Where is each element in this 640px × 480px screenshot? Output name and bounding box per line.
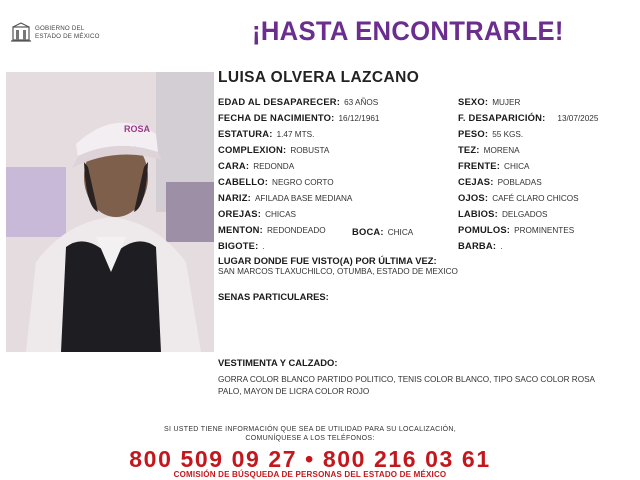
last-seen-value: SAN MARCOS TLAXUCHILCO, OTUMBA, ESTADO DE MEXICO [218, 267, 458, 276]
field-cabello [218, 176, 334, 188]
field-value: 1.47 MTS. [276, 130, 315, 139]
field-value: . [262, 242, 265, 251]
field-peso [458, 128, 523, 140]
field-value: 16/12/1961 [338, 114, 380, 123]
field-label: FECHA DE NACIMIENTO: [218, 112, 335, 123]
field-label: BOCA: [352, 226, 384, 237]
field-value: 55 KGS. [492, 130, 524, 139]
field-label: BARBA: [458, 240, 497, 251]
clothing-label: VESTIMENTA Y CALZADO: [218, 357, 338, 368]
missing-person-photo [6, 72, 214, 352]
field-label: LABIOS: [458, 208, 498, 219]
field-value: NEGRO CORTO [272, 178, 334, 187]
phone-number-1: 800 509 09 27 [129, 446, 298, 472]
field-label: TEZ: [458, 144, 480, 155]
field-ojos [458, 192, 579, 204]
field-value: CHICA [504, 162, 530, 171]
field-value: 13/07/2025 [557, 114, 599, 123]
field-value: REDONDEADO [266, 226, 326, 235]
field-label: F. DESAPARICIÓN: [458, 112, 546, 123]
field-label: BIGOTE: [218, 240, 259, 251]
phone-numbers [0, 446, 620, 473]
field-label: COMPLEXION: [218, 144, 287, 155]
field-boca [352, 226, 413, 238]
field-cara [218, 160, 294, 172]
field-frente [458, 160, 530, 172]
state-emblem-icon [10, 22, 32, 44]
field-label: ESTATURA: [218, 128, 273, 139]
field-label: CARA: [218, 160, 250, 171]
footer-note-line-1: SI USTED TIENE INFORMACIÓN QUE SEA DE UTILIDAD PARA SU LOCALIZACIÓN, [163, 426, 457, 433]
field-value: REDONDA [253, 162, 295, 171]
field-cejas [458, 176, 542, 188]
field-bigote [218, 240, 265, 252]
field-label: PESO: [458, 128, 489, 139]
field-value: . [500, 242, 503, 251]
field-label: CEJAS: [458, 176, 494, 187]
field-label: NARIZ: [218, 192, 251, 203]
phone-separator: • [305, 446, 315, 472]
phone-number-2: 800 216 03 61 [322, 446, 491, 472]
field-value: MORENA [483, 146, 520, 155]
field-value: AFILADA BASE MEDIANA [254, 194, 353, 203]
field-value: CAFÉ CLARO CHICOS [492, 194, 579, 203]
field-labios [458, 208, 547, 220]
field-complexion [218, 144, 329, 156]
field-edad [218, 96, 378, 108]
field-value: 63 AÑOS [344, 98, 379, 107]
person-photo-illustration [6, 72, 214, 352]
field-menton [218, 224, 326, 236]
field-value: ROBUSTA [290, 146, 330, 155]
field-pomulos [458, 224, 574, 236]
field-label: OREJAS: [218, 208, 262, 219]
distinguishing-marks-label: SENAS PARTICULARES: [218, 291, 329, 302]
person-name: LUISA OLVERA LAZCANO [218, 69, 420, 86]
field-nariz [218, 192, 352, 204]
field-value: PROMINENTES [514, 226, 575, 235]
field-label: POMULOS: [458, 224, 511, 235]
field-desaparicion [458, 112, 598, 124]
field-label: FRENTE: [458, 160, 501, 171]
field-value: MUJER [492, 98, 521, 107]
government-logo [10, 22, 120, 44]
commission-name: COMISIÓN DE BÚSQUEDA DE PERSONAS DEL ESTADO DE MÉXICO [173, 470, 447, 479]
field-barba [458, 240, 502, 252]
svg-text:ROSA: ROSA [124, 124, 151, 134]
logo-text [35, 25, 100, 40]
clothing-value: GORRA COLOR BLANCO PARTIDO POLITICO, TENIS COLOR BLANCO, TIPO SACO COLOR ROSA PALO, MAYON DE LICRA COLOR ROJO [218, 375, 595, 396]
field-label: MENTON: [218, 224, 263, 235]
footer-note-line-2: COMUNÍQUESE A LOS TELÉFONOS: [245, 435, 375, 442]
logo-line-2: ESTADO DE MÉXICO [35, 32, 100, 40]
last-seen-label: LUGAR DONDE FUE VISTO(A) POR ÚLTIMA VEZ: [218, 255, 437, 266]
field-label: SEXO: [458, 96, 489, 107]
field-label: EDAD AL DESAPARECER: [218, 96, 341, 107]
field-orejas [218, 208, 296, 220]
field-nacimiento [218, 112, 379, 124]
logo-line-1: GOBIERNO DEL [35, 25, 85, 32]
headline: ¡HASTA ENCONTRARLE! [252, 16, 564, 46]
field-value: DELGADOS [501, 210, 548, 219]
field-value: CHICAS [265, 210, 297, 219]
field-tez [458, 144, 520, 156]
field-value: CHICA [387, 228, 414, 237]
field-value: POBLADAS [497, 178, 542, 187]
field-sexo [458, 96, 520, 108]
field-estatura [218, 128, 314, 140]
field-label: OJOS: [458, 192, 489, 203]
field-label: CABELLO: [218, 176, 269, 187]
